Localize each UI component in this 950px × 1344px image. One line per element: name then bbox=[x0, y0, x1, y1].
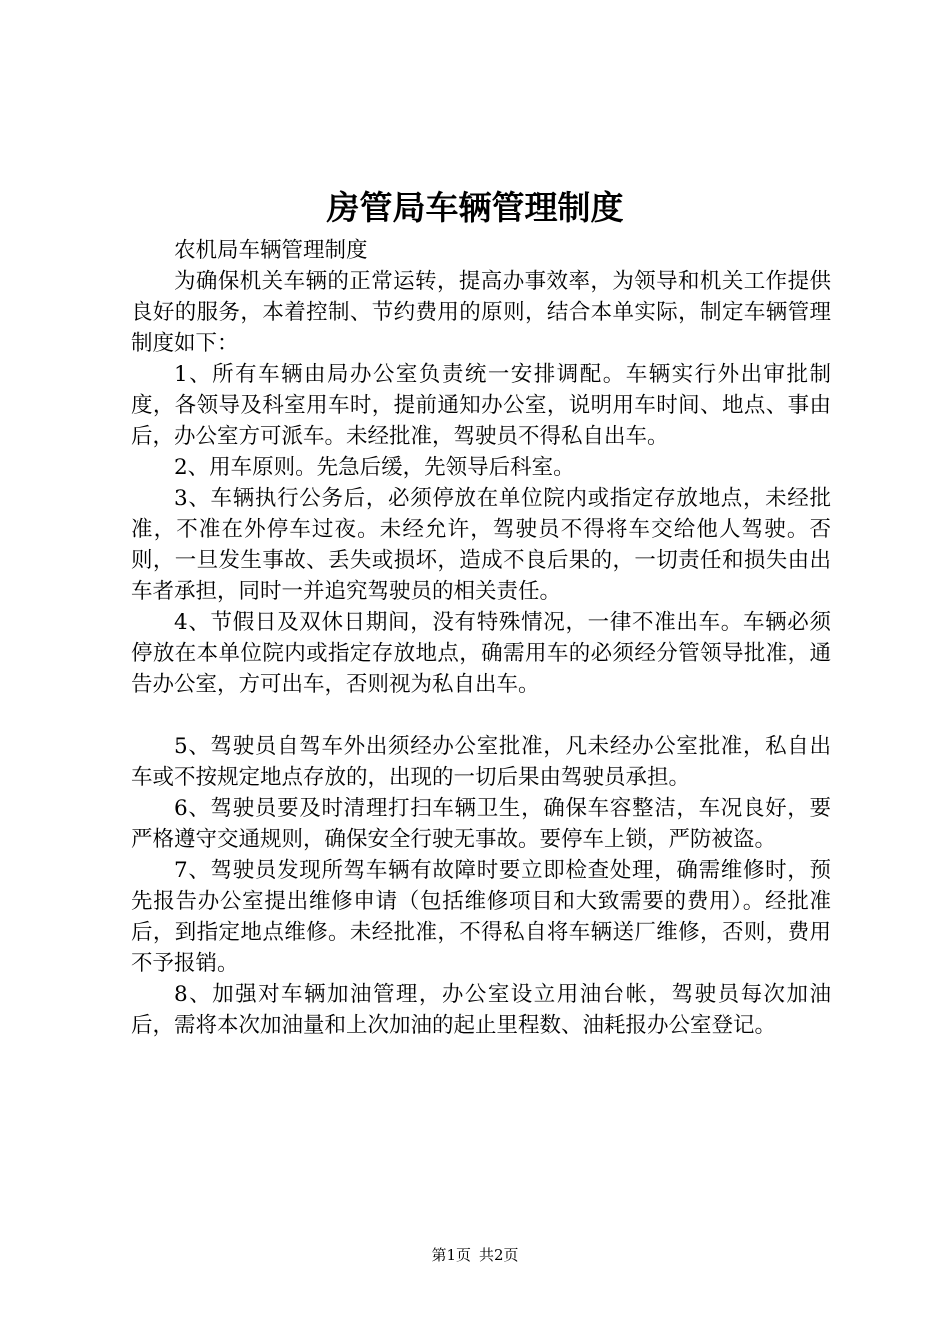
page-total: 共2页 bbox=[479, 1246, 519, 1264]
page-footer bbox=[0, 1244, 950, 1266]
paragraph-rule-6: 6、驾驶员要及时清理打扫车辆卫生，确保车容整洁，车况良好，要严格遵守交通规则，确保安全行驶无事故。要停车上锁，严防被盗。 bbox=[131, 796, 831, 852]
page-number: 第1页 bbox=[431, 1246, 471, 1264]
document-body bbox=[131, 235, 831, 1041]
paragraph-rule-4: 4、节假日及双休日期间，没有特殊情况，一律不准出车。车辆必须停放在本单位院内或指定存放地点，确需用车的必须经分管领导批准，通告办公室，方可出车，否则视为私自出车。 bbox=[131, 610, 831, 697]
paragraph-rule-1: 1、所有车辆由局办公室负责统一安排调配。车辆实行外出审批制度，各领导及科室用车时，提前通知办公室，说明用车时间、地点、事由后，办公室方可派车。未经批准，驾驶员不得私自出车。 bbox=[131, 362, 831, 449]
paragraph-rule-7: 7、驾驶员发现所驾车辆有故障时要立即检查处理，确需维修时，预先报告办公室提出维修申请（包括维修项目和大致需要的费用）。经批准后，到指定地点维修。未经批准，不得私自将车辆送厂维修，否则，费用不予报销。 bbox=[131, 858, 831, 976]
paragraph-rule-2: 2、用车原则。先急后缓，先领导后科室。 bbox=[174, 455, 575, 480]
paragraph-rule-5: 5、驾驶员自驾车外出须经办公室批准，凡未经办公室批准，私自出车或不按规定地点存放的，出现的一切后果由驾驶员承担。 bbox=[131, 734, 831, 790]
paragraph-rule-3: 3、车辆执行公务后，必须停放在单位院内或指定存放地点，未经批准，不准在外停车过夜。未经允许，驾驶员不得将车交给他人驾驶。否则，一旦发生事故、丢失或损坏，造成不良后果的，一切责任和损失由出车者承担，同时一并追究驾驶员的相关责任。 bbox=[131, 486, 831, 604]
paragraph-rule-8: 8、加强对车辆加油管理，办公室设立用油台帐，驾驶员每次加油后，需将本次加油量和上次加油的起止里程数、油耗报办公室登记。 bbox=[131, 982, 831, 1038]
paragraph-intro: 为确保机关车辆的正常运转，提高办事效率，为领导和机关工作提供良好的服务，本着控制、节约费用的原则，结合本单实际，制定车辆管理制度如下： bbox=[131, 269, 831, 356]
document-title: 房管局车辆管理制度 bbox=[326, 188, 624, 227]
paragraph-subtitle: 农机局车辆管理制度 bbox=[174, 238, 368, 263]
